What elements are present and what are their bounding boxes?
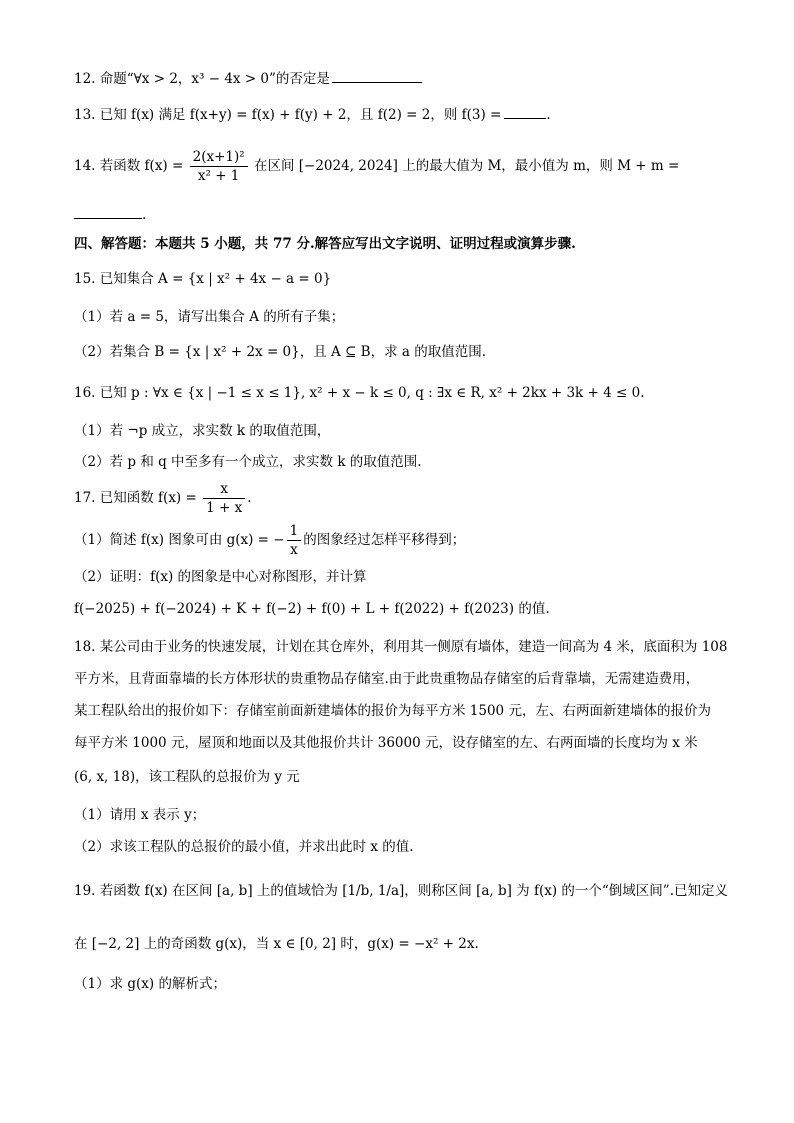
q14-suffix: 在区间 [−2024, 2024] 上的最大值为 M，最小值为 m，则 M + m =: [253, 158, 680, 174]
q14-answer-blank: [74, 204, 142, 219]
q13-answer-blank: [504, 104, 546, 119]
q19-part1: （1）求 g(x) 的解析式；: [74, 976, 226, 992]
q17-stem-denominator: 1 + x: [206, 500, 243, 516]
q15-stem: 15. 已知集合 A = {x | x² + 4x − a = 0}: [74, 271, 332, 287]
q15-part1: （1）若 a = 5，请写出集合 A 的所有子集；: [74, 309, 345, 325]
q17-part1-prefix: （1）简述 f(x) 图象可由 g(x) = −: [74, 532, 285, 548]
q12-answer-blank: [332, 68, 422, 83]
q17-stem-fraction: [203, 480, 245, 517]
question-14-blank-line: .: [74, 204, 146, 224]
q18-part1: （1）请用 x 表示 y；: [74, 807, 206, 823]
q17-stem-numerator: x: [203, 480, 245, 499]
question-14: [74, 148, 679, 185]
q16-part1: （1）若 ¬p 成立，求实数 k 的取值范围，: [74, 423, 331, 439]
q18-line3: 某工程队给出的报价如下：存储室前面新建墙体的报价为每平方米 1500 元，左、右两面新建墙体的报价为: [74, 703, 711, 719]
q15-part2: （2）若集合 B = {x | x² + 2x = 0}，且 A ⊆ B，求 a 的取值范围.: [74, 344, 487, 360]
q17-stem: [74, 480, 252, 517]
q17-stem-prefix: 17. 已知函数 f(x) =: [74, 490, 197, 506]
q17-part1-denominator: x: [290, 542, 298, 558]
question-12: [74, 68, 422, 88]
q17-part1-suffix: 的图象经过怎样平移得到；: [303, 532, 466, 548]
q17-part1-fraction: [287, 522, 302, 559]
q16-part2: （2）若 p 和 q 中至多有一个成立，求实数 k 的取值范围.: [74, 454, 422, 470]
q17-part2: （2）证明：f(x) 的图象是中心对称图形，并计算: [74, 569, 367, 585]
q19-interval: [1/b, 1/a]: [342, 883, 405, 899]
q16-stem: 16. 已知 p : ∀x ∈ {x | −1 ≤ x ≤ 1}, x² + x − k ≤ 0, q : ∃x ∈ R, x² + 2kx + 3k + 4 ≤ 0.: [74, 385, 645, 401]
q17-stem-suffix: .: [247, 490, 252, 506]
q13-text: 13. 已知 f(x) 满足 f(x+y) = f(x) + f(y) + 2，且 f(2) = 2，则 f(3) =: [74, 107, 502, 123]
q18-line4: 每平方米 1000 元，屋顶和地面以及其他报价共计 36000 元，设存储室的左、右两面墙的长度均为 x 米: [74, 735, 698, 751]
q14-fraction: [190, 148, 248, 185]
q14-prefix: 14. 若函数 f(x) =: [74, 158, 184, 174]
q14-numerator: 2(x+1)²: [190, 148, 248, 167]
q17-part1: [74, 522, 465, 559]
q19-line1-suffix: ，则称区间 [a, b] 为 f(x) 的一个“倒域区间”.已知定义: [404, 883, 728, 899]
section-4-title: 四、解答题：本题共 5 小题，共 77 分.解答应写出文字说明、证明过程或演算步骤.: [74, 236, 576, 252]
q17-part1-numerator: 1: [287, 522, 302, 541]
q18-line1: 18. 某公司由于业务的快速发展，计划在其仓库外，利用其一侧原有墙体，建造一间高为 4 米，底面积为 108: [74, 639, 728, 655]
q18-line2: 平方米，且背面靠墙的长方体形状的贵重物品存储室.由于此贵重物品存储室的后背靠墙，无需建造费用，: [74, 671, 700, 687]
q14-denominator: x² + 1: [197, 168, 240, 184]
q17-part2-expression: f(−2025) + f(−2024) + K + f(−2) + f(0) + L + f(2022) + f(2023) 的值.: [74, 601, 550, 617]
question-13: 13. 已知 f(x) 满足 f(x+y) = f(x) + f(y) + 2，且 f(2) = 2，则 f(3) = .: [74, 104, 551, 124]
q18-line5: (6, x, 18)，该工程队的总报价为 y 元: [74, 769, 300, 785]
q12-text: 12. 命题“∀x > 2，x³ − 4x > 0”的否定是: [74, 71, 330, 87]
q18-part2: （2）求该工程队的总报价的最小值，并求出此时 x 的值.: [74, 839, 414, 855]
q19-line1: [74, 882, 728, 900]
q19-line1-prefix: 19. 若函数 f(x) 在区间 [a, b] 上的值域恰为: [74, 883, 338, 899]
q19-line2: 在 [−2, 2] 上的奇函数 g(x)，当 x ∈ [0, 2] 时，g(x) = −x² + 2x.: [74, 936, 479, 952]
